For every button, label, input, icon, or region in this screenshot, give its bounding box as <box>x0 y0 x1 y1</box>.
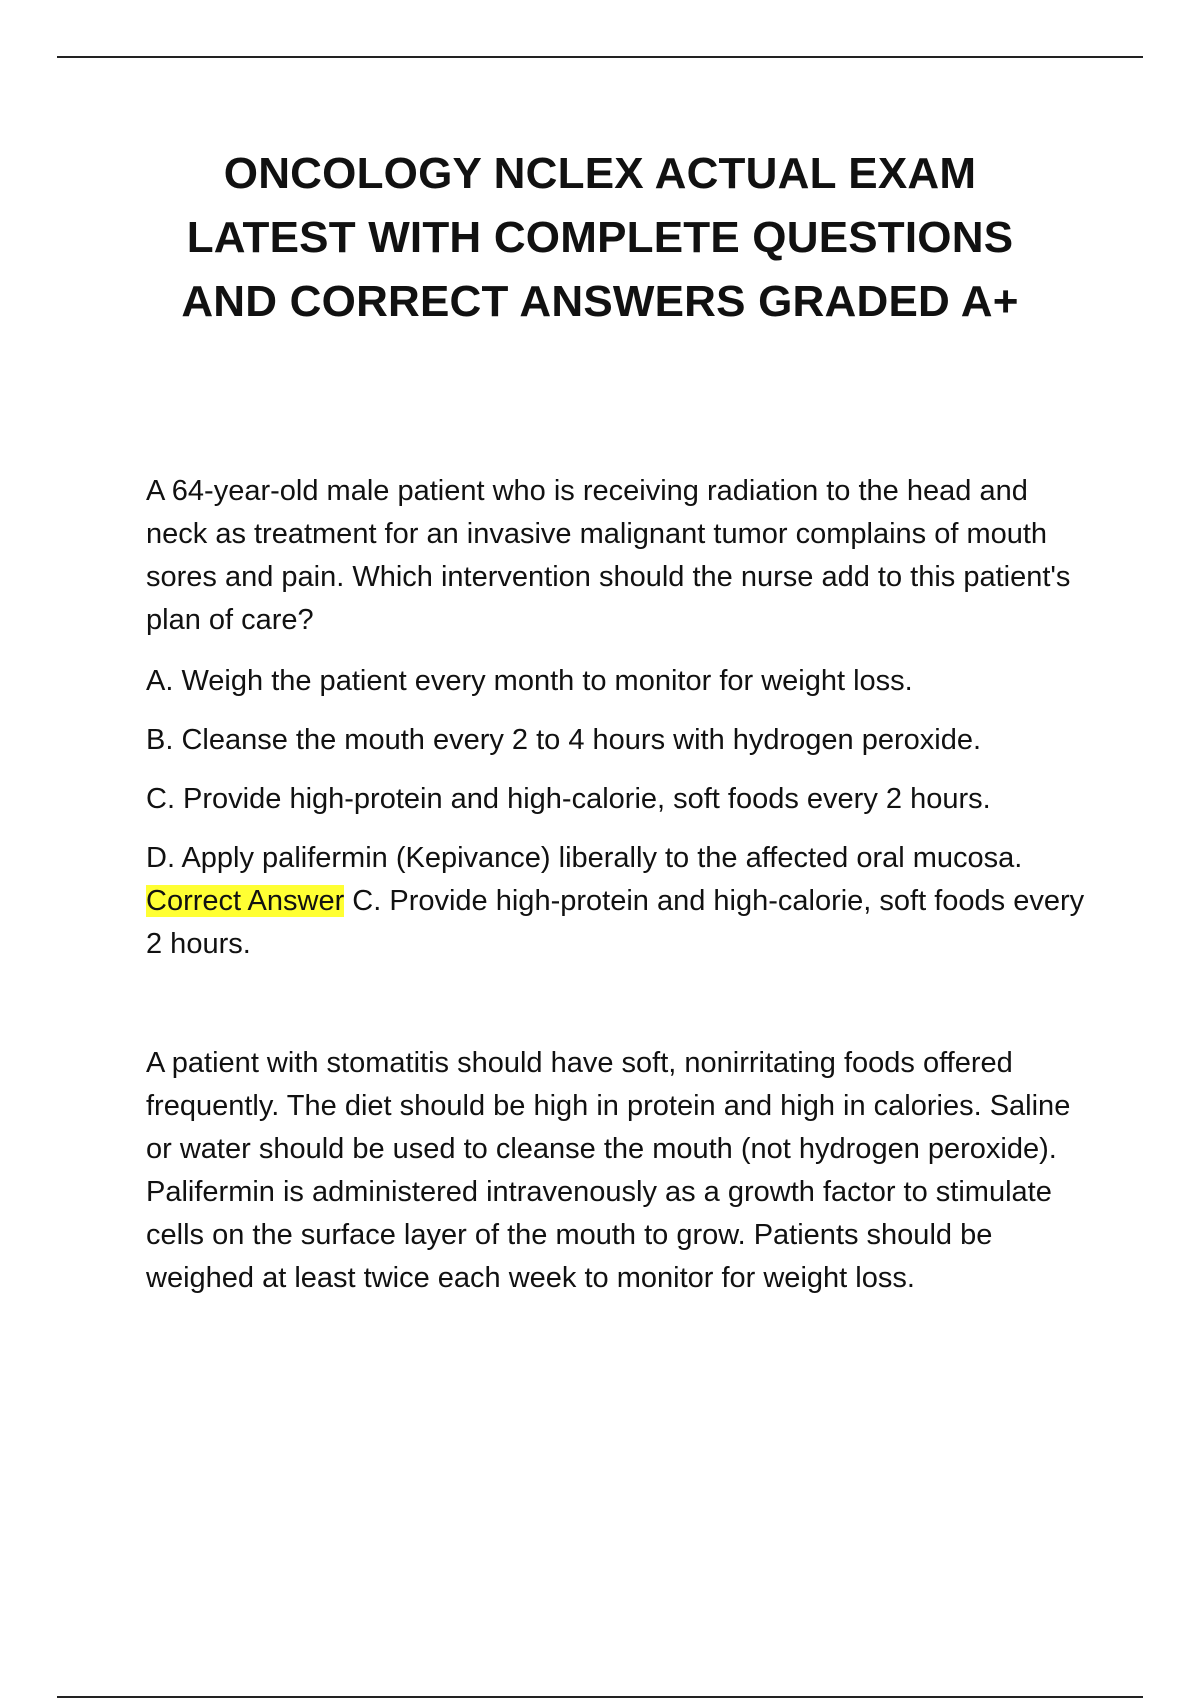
option-d: D. Apply palifermin (Kepivance) liberally to the affected oral mucosa. <box>146 842 1023 874</box>
title-line-1: ONCOLOGY NCLEX ACTUAL EXAM <box>223 149 977 198</box>
option-b: B. Cleanse the mouth every 2 to 4 hours with hydrogen peroxide. <box>146 724 982 756</box>
rationale-text: A patient with stomatitis should have soft, nonirritating foods offered frequently. The diet should be high in protein and high in calories. Saline or water should be used to cleanse the mouth (not hydrogen peroxide). Palifermin is administered intravenously as a growth factor to stimulate cells on the surface layer of the mouth to grow. Patients should be weighed at least twice each week to monitor for weight loss. <box>146 1047 1071 1294</box>
title-line-3: AND CORRECT ANSWERS GRADED A+ <box>181 277 1019 326</box>
option-d-with-answer <box>146 837 1096 966</box>
answer-options <box>146 660 1096 982</box>
title-line-2: LATEST WITH COMPLETE QUESTIONS <box>186 213 1014 262</box>
document-title <box>120 142 1080 334</box>
question-text: A 64-year-old male patient who is receiving radiation to the head and neck as treatment for an invasive malignant tumor complains of mouth sores and pain. Which intervention should the nurse add to this patient's plan of care? <box>146 475 1071 636</box>
option-a: A. Weigh the patient every month to monitor for weight loss. <box>146 665 913 697</box>
bottom-rule <box>57 1696 1143 1698</box>
option-c: C. Provide high-protein and high-calorie, soft foods every 2 hours. <box>146 783 991 815</box>
correct-answer-text: C. Provide high-protein and high-calorie, soft foods every 2 hours. <box>146 885 1085 960</box>
top-rule <box>57 56 1143 58</box>
correct-answer-label: Correct Answer <box>146 885 345 917</box>
